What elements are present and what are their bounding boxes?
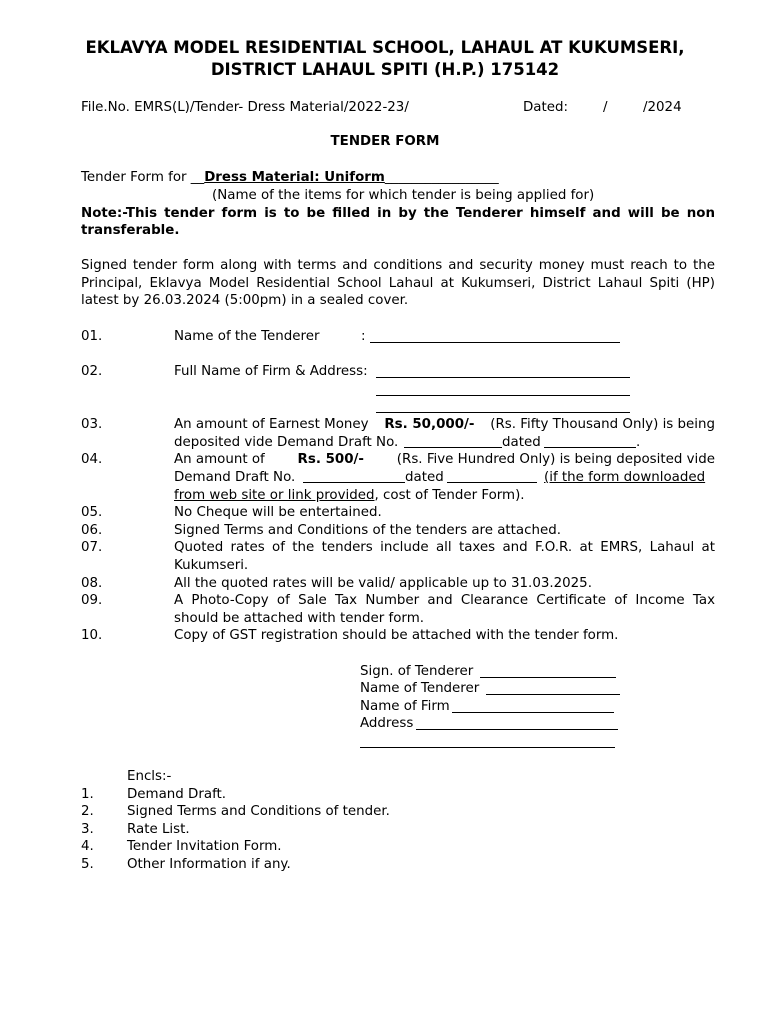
tender-fee-amount: Rs. 500/- <box>297 452 364 467</box>
enclosure-number-5: 5. <box>81 857 94 872</box>
school-name-line2: DISTRICT LAHAUL SPITI (H.P.) 175142 <box>210 60 560 79</box>
address-blank-1 <box>416 729 618 730</box>
address-label: Address <box>360 716 414 731</box>
item-03-line1 <box>174 416 715 434</box>
item-number-04: 04. <box>81 452 103 467</box>
item-04-pre: An amount of <box>174 452 265 467</box>
item-03-l2a: deposited vide Demand Draft No. <box>174 435 399 450</box>
dd-date-blank-03 <box>544 447 636 448</box>
item-05-text: No Cheque will be entertained. <box>174 505 382 520</box>
item-04-l3a: from web site or link provided <box>174 488 375 503</box>
address-blank-2 <box>360 747 615 748</box>
item-02-firm-address: Full Name of Firm & Address: <box>174 364 368 379</box>
firm-address-blank-3 <box>376 412 630 413</box>
enclosure-number-1: 1. <box>81 787 94 802</box>
item-04-line3 <box>174 487 525 505</box>
item-04-post: (Rs. Five Hundred Only) is being deposited vide <box>396 452 715 467</box>
item-10-text: Copy of GST registration should be attached with the tender form. <box>174 628 619 643</box>
item-number-01: 01. <box>81 329 103 344</box>
tender-for-prefix: Tender Form for __ <box>81 170 205 185</box>
item-number-03: 03. <box>81 417 103 432</box>
item-03-post: (Rs. Fifty Thousand Only) is being <box>490 417 715 432</box>
form-title: TENDER FORM <box>330 134 440 149</box>
enclosure-number-2: 2. <box>81 804 94 819</box>
enclosure-3: Rate List. <box>127 822 190 837</box>
enclosure-number-4: 4. <box>81 839 94 854</box>
sign-of-tenderer-label: Sign. of Tenderer <box>360 664 474 679</box>
item-number-02: 02. <box>81 364 103 379</box>
enclosure-1: Demand Draft. <box>127 787 227 802</box>
tender-for-suffix: _________________ <box>384 170 499 185</box>
dated-label: Dated: <box>523 100 569 115</box>
name-of-firm-label: Name of Firm <box>360 699 450 714</box>
item-04-l2a: Demand Draft No. <box>174 470 296 485</box>
item-number-09: 09. <box>81 593 103 608</box>
intro-line3: latest by 26.03.2024 (5:00pm) in a sealed cover. <box>81 293 409 308</box>
name-of-tenderer-blank <box>486 694 620 695</box>
item-03-pre: An amount of Earnest Money <box>174 417 369 432</box>
enclosure-5: Other Information if any. <box>127 857 291 872</box>
earnest-money-amount: Rs. 50,000/- <box>384 417 475 432</box>
dated-slash: / <box>603 100 608 115</box>
item-number-07: 07. <box>81 540 103 555</box>
tender-item-hint: (Name of the items for which tender is being applied for) <box>212 188 595 203</box>
item-04-l3b: , cost of Tender Form). <box>374 488 525 503</box>
item-04-l2b: dated <box>405 470 444 485</box>
item-04-l2c: (if the form downloaded <box>544 470 706 485</box>
item-number-06: 06. <box>81 523 103 538</box>
item-07-line1: Quoted rates of the tenders include all taxes and F.O.R. at EMRS, Lahaul at <box>174 540 715 555</box>
tender-item: Dress Material: Uniform <box>204 170 385 185</box>
name-of-tenderer-label: Name of Tenderer <box>360 681 480 696</box>
school-name-line1: EKLAVYA MODEL RESIDENTIAL SCHOOL, LAHAUL AT KUKUMSERI, <box>85 38 685 57</box>
dated-year: /2024 <box>643 100 682 115</box>
firm-address-blank-1 <box>376 377 630 378</box>
item-07-line2: Kukumseri. <box>174 558 249 573</box>
item-03-l2c: . <box>636 435 641 450</box>
item-06-text: Signed Terms and Conditions of the tenders are attached. <box>174 523 561 538</box>
dd-date-blank-04 <box>447 482 537 483</box>
firm-address-blank-2 <box>376 395 630 396</box>
name-of-firm-blank <box>452 712 614 713</box>
item-03-l2b: dated <box>502 435 541 450</box>
note-line2: transferable. <box>81 223 180 238</box>
enclosures-title: Encls:- <box>127 769 172 784</box>
item-01-name-of-tenderer: Name of the Tenderer <box>174 329 320 344</box>
item-04-line1 <box>174 451 715 469</box>
intro-line2: Principal, Eklavya Model Residential School Lahaul at Kukumseri, District Lahaul Spiti (HP) <box>81 276 715 291</box>
file-number: File.No. EMRS(L)/Tender- Dress Material/2022-23/ <box>81 100 409 115</box>
enclosure-4: Tender Invitation Form. <box>127 839 282 854</box>
note-line1: Note:-This tender form is to be filled in by the Tenderer himself and will be non <box>81 206 715 221</box>
item-09-line1: A Photo-Copy of Sale Tax Number and Clearance Certificate of Income Tax <box>174 593 715 608</box>
intro-line1: Signed tender form along with terms and conditions and security money must reach to the <box>81 258 715 273</box>
tenderer-name-blank <box>370 342 620 343</box>
item-number-10: 10. <box>81 628 103 643</box>
item-number-05: 05. <box>81 505 103 520</box>
item-01-colon: : <box>361 329 366 344</box>
tender-for-line <box>81 169 499 187</box>
enclosure-2: Signed Terms and Conditions of tender. <box>127 804 390 819</box>
item-08-text: All the quoted rates will be valid/ applicable up to 31.03.2025. <box>174 576 592 591</box>
dd-number-blank-03 <box>404 447 502 448</box>
item-number-08: 08. <box>81 576 103 591</box>
sign-of-tenderer-blank <box>480 677 616 678</box>
item-09-line2: should be attached with tender form. <box>174 611 424 626</box>
enclosure-number-3: 3. <box>81 822 94 837</box>
dd-number-blank-04 <box>303 482 405 483</box>
